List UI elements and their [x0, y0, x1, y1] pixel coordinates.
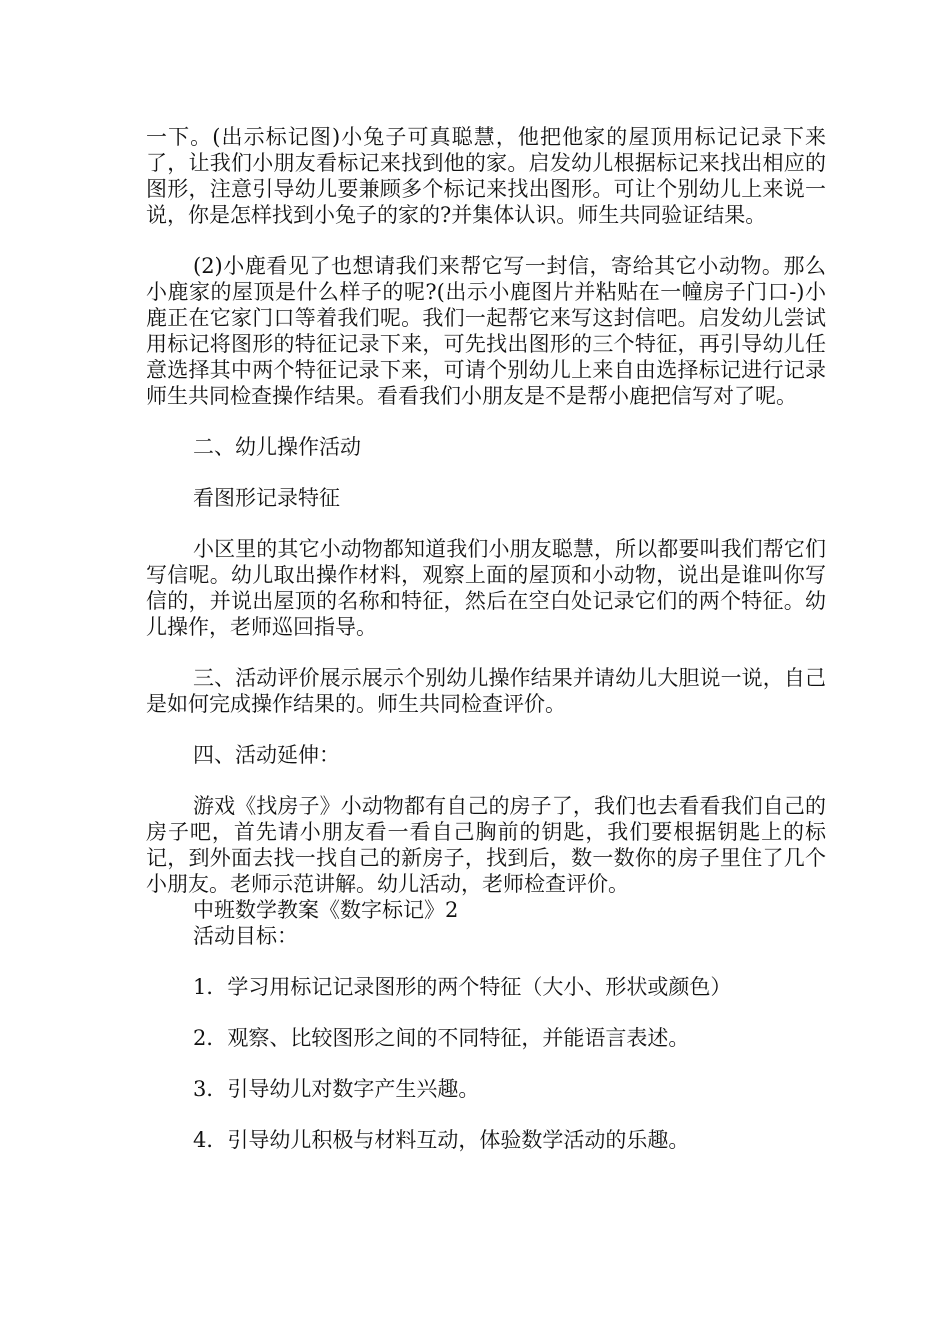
- goal-item: 3．引导幼儿对数字产生兴趣。: [193, 1077, 480, 1101]
- section-title: 中班数学教案《数字标记》2: [193, 898, 459, 922]
- goal-item: 4．引导幼儿积极与材料互动，体验数学活动的乐趣。: [193, 1128, 690, 1152]
- paragraph-find-house-game: 游戏《找房子》小动物都有自己的房子了，我们也去看看我们自己的房子吧，首先请小朋友看一看自己胸前的钥匙，我们要根据钥匙上的标记，到外面去找一找自己的新房子，找到后，数一数你的房子里住了几个小朋友。老师示范讲解。幼儿活动，老师检查评价。: [146, 794, 826, 896]
- paragraph-deer-letter: (2)小鹿看见了也想请我们来帮它写一封信，寄给其它小动物。那么小鹿家的屋顶是什么样子的呢?(出示小鹿图片并粘贴在一幢房子门口-)小鹿正在它家门口等着我们呢。我们一起帮它来写这封信吧。启发幼儿尝试用标记将图形的特征记录下来，可先找出图形的三个特征，再引导幼儿任意选择其中两个特征记录下来，可请个别幼儿上来自由选择标记进行记录师生共同检查操作结果。看看我们小朋友是不是帮小鹿把信写对了呢。: [146, 254, 826, 408]
- goal-item: 1．学习用标记记录图形的两个特征（大小、形状或颜色）: [193, 975, 732, 999]
- paragraph-rabbit-house: 一下。(出示标记图)小兔子可真聪慧，他把他家的屋顶用标记记录下来了，让我们小朋友看标记来找到他的家。启发幼儿根据标记来找出相应的图形，注意引导幼儿要兼顾多个标记来找出图形。可让个别幼儿上来说一说，你是怎样找到小兔子的家的?并集体认识。师生共同验证结果。: [146, 125, 826, 227]
- goals-heading: 活动目标：: [193, 924, 298, 948]
- subheading-record-features: 看图形记录特征: [193, 486, 340, 510]
- document-page: [146, 124, 826, 1178]
- heading-activity-extension: 四、活动延伸：: [193, 743, 340, 767]
- paragraph-community-animals: 小区里的其它小动物都知道我们小朋友聪慧，所以都要叫我们帮它们写信呢。幼儿取出操作材料，观察上面的屋顶和小动物，说出是谁叫你写信的，并说出屋顶的名称和特征，然后在空白处记录它们的两个特征。幼儿操作，老师巡回指导。: [146, 537, 826, 639]
- paragraph-activity-evaluation: 三、活动评价展示展示个别幼儿操作结果并请幼儿大胆说一说，自己是如何完成操作结果的。师生共同检查评价。: [146, 666, 826, 716]
- goal-item: 2．观察、比较图形之间的不同特征，并能语言表述。: [193, 1026, 690, 1050]
- heading-child-activity: 二、幼儿操作活动: [193, 435, 361, 459]
